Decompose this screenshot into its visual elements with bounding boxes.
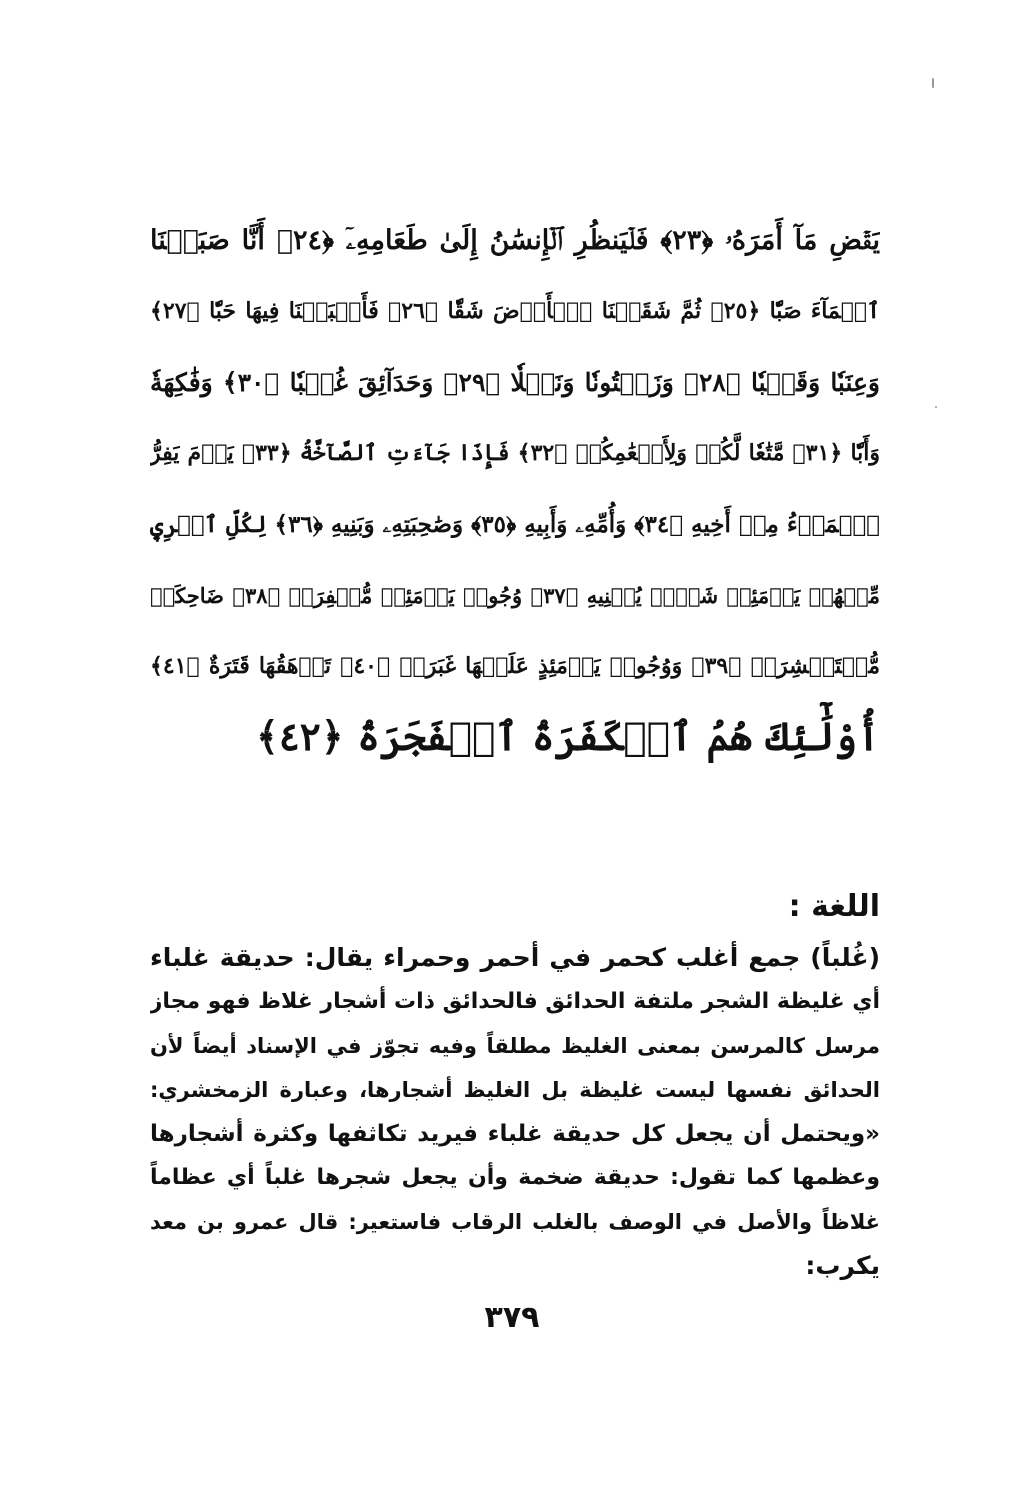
- body-line: يكرب:: [805, 1251, 880, 1280]
- body-line: أي غليظة الشجر ملتفة الحدائق فالحدائق ذات أشجار غلاظ فهو مجاز: [150, 989, 880, 1014]
- body-line: «ويحتمل أن يجعل كل حديقة غلباء فيريد تكاثفها وكثرة أشجارها: [150, 1121, 880, 1147]
- quran-line: وَأَبّٗا ﴿٣١﴾ مَّتَٰعٗا لَّكُمۡ وَلِأَنۡعَٰمِكُمۡ ﴿٣٢﴾ فَإِذَا جَآءَتِ ٱلصَّآخَّةُ ﴿٣٣﴾ يَوۡمَ يَفِرُّ: [150, 440, 880, 466]
- quran-line: وَعِنَبٗا وَقَضۡبٗا ﴿٢٨﴾ وَزَيۡتُونٗا وَنَخۡلٗا ﴿٢٩﴾ وَحَدَآئِقَ غُلۡبٗا ﴿٣٠﴾ وَفَٰكِهَةٗ: [150, 368, 880, 397]
- scan-speck: [932, 78, 934, 88]
- quran-line: مُّسۡتَبۡشِرَةٞ ﴿٣٩﴾ وَوُجُوهٞ يَوۡمَئِذٍ عَلَيۡهَا غَبَرَةٞ ﴿٤٠﴾ تَرۡهَقُهَا قَتَرَةٌ ﴿٤١﴾: [150, 653, 880, 679]
- body-line: غلاظاً والأصل في الوصف بالغلب الرقاب فاستعير: قال عمرو بن معد: [150, 1210, 880, 1234]
- body-line: الحدائق نفسها ليست غليظة بل الغليظ أشجارها، وعبارة الزمخشري:: [150, 1078, 880, 1102]
- body-line: (غُلباً) جمع أغلب كحمر في أحمر وحمراء يقال: حديقة غلباء: [150, 943, 880, 972]
- scan-speck: [935, 406, 937, 408]
- quran-line: يَقۡضِ مَآ أَمَرَهُۥ ﴿٢٣﴾ فَلۡيَنظُرِ ٱلۡإِنسَٰنُ إِلَىٰ طَعَامِهِۦٓ ﴿٢٤﴾ أَنَّا صَبَبۡنَا: [150, 225, 880, 256]
- section-body: [150, 936, 880, 1288]
- body-line: وعظمها كما تقول: حديقة ضخمة وأن يجعل شجرها غلباً أي عظاماً: [150, 1165, 880, 1190]
- body-line: مرسل كالمرسن بمعنى الغليظ مطلقاً وفيه تجوّز في الإسناد أيضاً لأن: [150, 1034, 880, 1058]
- quran-verses-block: [150, 205, 880, 773]
- section-heading: اللغة :: [788, 889, 880, 924]
- quran-line: مِّنۡهُمۡ يَوۡمَئِذٖ شَأۡنٞ يُغۡنِيهِ ﴿٣٧﴾ وُجُوهٞ يَوۡمَئِذٖ مُّسۡفِرَةٞ ﴿٣٨﴾ ضَاحِكَةٞ: [150, 583, 880, 608]
- page-number: ٣٧٩: [484, 1300, 540, 1335]
- language-section: [150, 880, 880, 1288]
- quran-line: ٱلۡمَرۡءُ مِنۡ أَخِيهِ ﴿٣٤﴾ وَأُمِّهِۦ وَأَبِيهِ ﴿٣٥﴾ وَصَٰحِبَتِهِۦ وَبَنِيهِ ﴿٣٦﴾ لِكُلِّ ٱمۡرِيٕٖ: [150, 511, 880, 538]
- quran-line: ٱلۡمَآءَ صَبّٗا ﴿٢٥﴾ ثُمَّ شَقَقۡنَا ٱلۡأَرۡضَ شَقّٗا ﴿٢٦﴾ فَأَنۢبَتۡنَا فِيهَا حَبّٗا ﴿٢٧﴾: [150, 298, 880, 324]
- quran-line: أُوْلَٰٓئِكَ هُمُ ٱلۡكَفَرَةُ ٱلۡفَجَرَةُ ﴿٤٢﴾: [255, 714, 880, 760]
